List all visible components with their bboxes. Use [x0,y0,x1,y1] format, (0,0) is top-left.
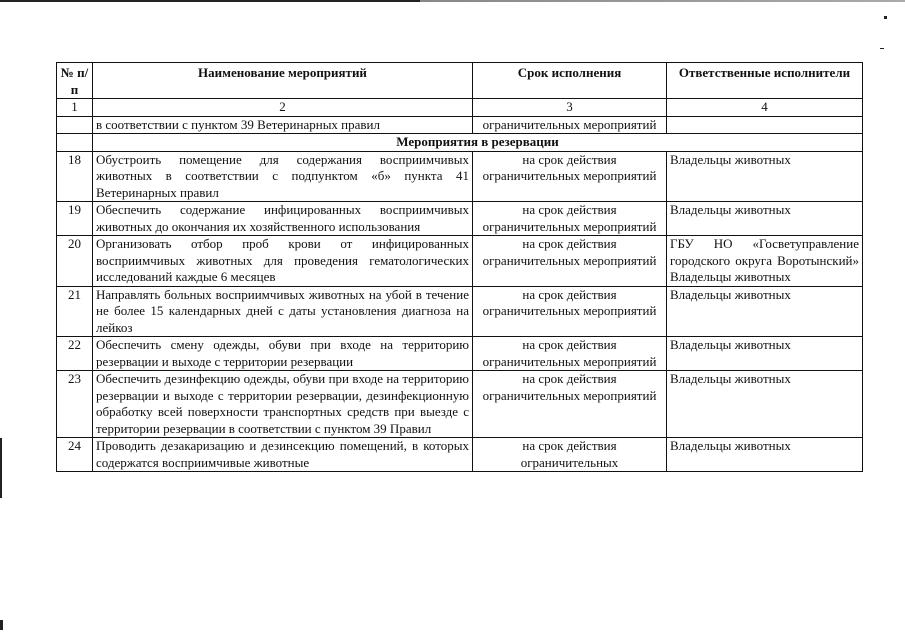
row-name: Обеспечить содержание инфицированных восприимчивых животных до окончания их хозяйственного использования [93,202,473,236]
section-title: Мероприятия в резервации [93,134,863,152]
scan-speck [0,620,3,630]
section-row [57,134,863,152]
table-header-row [57,63,863,99]
column-number: 3 [473,99,667,117]
row-resp: Владельцы животных [667,371,863,438]
table-row [57,286,863,337]
header-term: Срок исполнения [473,63,667,99]
row-term: на срок действия ограничительных мероприятий [473,202,667,236]
row-term: на срок действия ограничительных мероприятий [473,151,667,202]
row-name: Проводить дезакаризацию и дезинсекцию помещений, в которых содержатся восприимчивые животные [93,438,473,472]
row-num: 19 [57,202,93,236]
row-num: 22 [57,337,93,371]
row-name: Обустроить помещение для содержания восприимчивых животных в соответствии с подпунктом «б» пункта 41 Ветеринарных правил [93,151,473,202]
row-resp: Владельцы животных [667,438,863,472]
column-number: 2 [93,99,473,117]
scan-speck [880,48,884,49]
row-resp: Владельцы животных [667,337,863,371]
row-name: Обеспечить дезинфекцию одежды, обуви при входе на территорию резервации и выходе с территории резервации, дезинфекционную обработку всей поверхности транспортных средств при выезде с территории резервации в соответствии с пунктом 39 Правил [93,371,473,438]
continuation-term: ограничительных мероприятий [473,116,667,134]
scan-edge-top [0,0,905,2]
row-resp: Владельцы животных [667,151,863,202]
continuation-name: в соответствии с пунктом 39 Ветеринарных правил [93,116,473,134]
row-name: Обеспечить смену одежды, обуви при входе на территорию резервации и выходе с территории резервации [93,337,473,371]
row-term: на срок действия ограничительных мероприятий [473,236,667,287]
row-name: Организовать отбор проб крови от инфицированных восприимчивых животных для проведения гематологических исследований каждые 6 месяцев [93,236,473,287]
row-term: на срок действия ограничительных [473,438,667,472]
header-name: Наименование мероприятий [93,63,473,99]
row-resp: Владельцы животных [667,202,863,236]
row-name: Направлять больных восприимчивых животных на убой в течение не более 15 календарных дней с даты установления диагноза на лейкоз [93,286,473,337]
continuation-resp [667,116,863,134]
table-row [57,236,863,287]
column-number: 4 [667,99,863,117]
row-term: на срок действия ограничительных мероприятий [473,371,667,438]
row-num: 24 [57,438,93,472]
table-row [57,371,863,438]
column-number: 1 [57,99,93,117]
table-row [57,337,863,371]
measures-table [56,62,863,472]
row-term: на срок действия ограничительных мероприятий [473,286,667,337]
row-term: на срок действия ограничительных мероприятий [473,337,667,371]
continuation-num [57,116,93,134]
table-row [57,151,863,202]
continuation-row [57,116,863,134]
scan-speck [0,438,2,498]
table-row [57,202,863,236]
table-row [57,438,863,472]
row-num: 20 [57,236,93,287]
row-num: 21 [57,286,93,337]
row-resp: ГБУ НО «Госветуправление городского округа Воротынский» Владельцы животных [667,236,863,287]
header-num: № п/п [57,63,93,99]
row-num: 23 [57,371,93,438]
row-resp: Владельцы животных [667,286,863,337]
row-num: 18 [57,151,93,202]
section-num-cell [57,134,93,152]
header-resp: Ответственные исполнители [667,63,863,99]
column-numbers-row [57,99,863,117]
scan-speck [884,16,887,19]
